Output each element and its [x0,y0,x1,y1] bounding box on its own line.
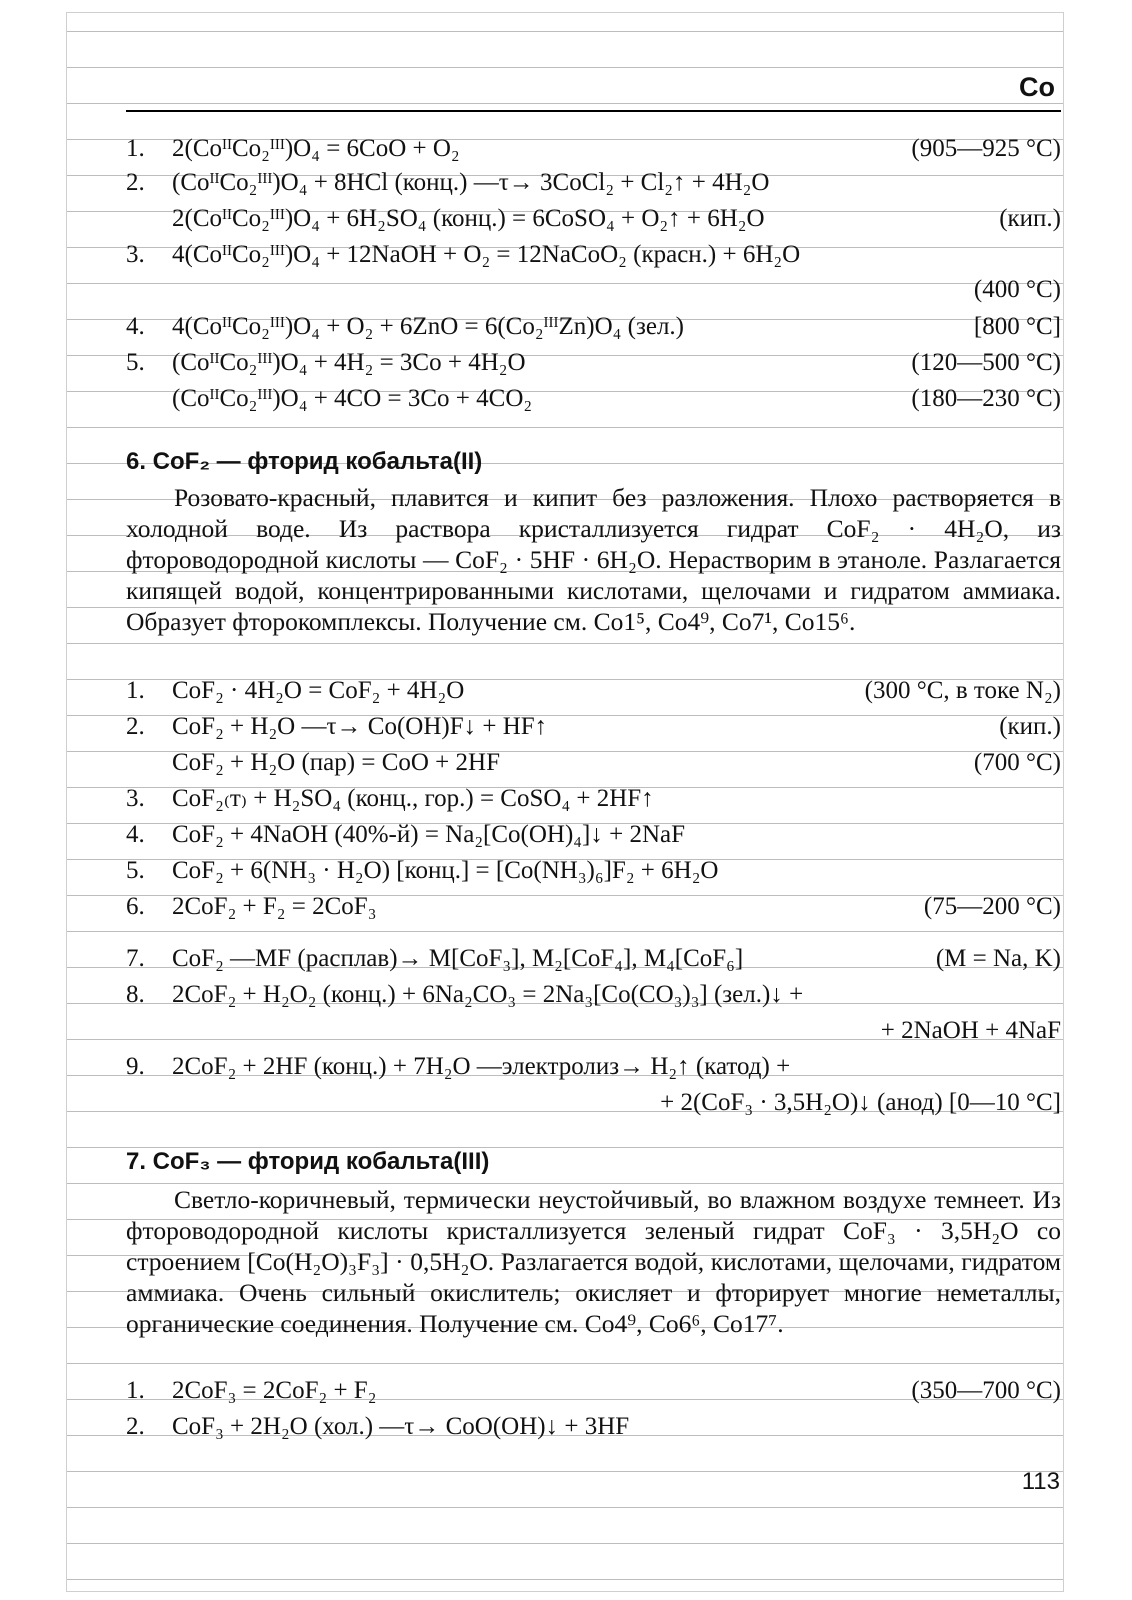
reaction-equation: CoF₂ + 4NaOH (40%-й) = Na₂[Co(OH)₄]↓ + 2NaF [172,821,686,848]
reaction-equation: CoF₂ + H₂O —τ→ Co(OH)F↓ + HF↑ [172,713,548,740]
reaction-row [126,890,1061,924]
reaction-number: 5. [126,349,145,376]
section-title: 6. CoF₂ — фторид кобальта(II) [126,448,483,475]
reaction-number: 5. [126,857,145,884]
reaction-equation: 2(CoᴵᴵCo₂ᴵᴵᴵ)O₄ + 6H₂SO₄ (конц.) = 6CoSO₄ + O₂↑ + 6H₂O [172,205,765,232]
reaction-equation: 2CoF₂ + F₂ = 2CoF₃ [172,893,377,920]
reaction-condition: (350—700 °C) [911,1377,1061,1404]
reaction-equation: (CoᴵᴵCo₂ᴵᴵᴵ)O₄ + 4CO = 3Co + 4CO₂ [172,385,533,412]
reaction-row [126,942,1061,976]
reaction-number: 6. [126,893,145,920]
reaction-row [126,346,1061,380]
reaction-equation: (CoᴵᴵCo₂ᴵᴵᴵ)O₄ + 8HCl (конц.) —τ→ 3CoCl₂ + Cl₂↑ + 4H₂O [172,169,770,196]
reaction-number: 3. [126,785,145,812]
reaction-number: 2. [126,713,145,740]
reaction-number: 3. [126,241,145,268]
reaction-equation: 4(CoᴵᴵCo₂ᴵᴵᴵ)O₄ + O₂ + 6ZnO = 6(Co₂ᴵᴵᴵZn)O₄ (зел.) [172,313,684,340]
reaction-row [126,746,1061,780]
section-description: Розовато-красный, плавится и кипит без разложения. Плохо растворяется в холодной воде. Из раствора кристаллизуется гидрат CoF₂ · 4H₂O, из фтороводородной кислоты — CoF₂ · 5HF · 6H₂O. Нерастворим в этаноле. Разлагается кипящей водой, концентрированными кислотами, щелочами и гидратом аммиака. Образует фторокомплексы. Получение см. Co1⁵, Co4⁹, Co7¹, Co15⁶. [126,483,1061,636]
reaction-number: 9. [126,1053,145,1080]
reaction-condition: + 2NaOH + 4NaF [880,1017,1061,1044]
reaction-condition: (кип.) [999,205,1061,232]
reaction-row [126,854,1061,888]
reaction-condition: (120—500 °C) [911,349,1061,376]
reaction-row [126,1014,1061,1048]
reaction-number: 1. [126,1377,145,1404]
reaction-number: 8. [126,981,145,1008]
reaction-equation: CoF₂₍т₎ + H₂SO₄ (конц., гор.) = CoSO₄ + 2HF↑ [172,785,654,812]
reaction-row [126,978,1061,1012]
reaction-equation: CoF₂ + H₂O (пар) = CoO + 2HF [172,749,500,776]
reaction-row [126,818,1061,852]
reaction-condition: (кип.) [999,713,1061,740]
reaction-row [126,166,1061,200]
reaction-condition: (M = Na, K) [935,945,1061,972]
reaction-row [126,382,1061,416]
reaction-condition: (300 °C, в токе N₂) [864,677,1061,704]
reaction-row [126,1410,1061,1444]
reaction-equation: (CoᴵᴵCo₂ᴵᴵᴵ)O₄ + 4H₂ = 3Co + 4H₂O [172,349,526,376]
reaction-row [126,710,1061,744]
page-content [66,0,1066,1600]
reaction-row [126,132,1061,166]
reaction-condition: [800 °C] [973,313,1061,340]
section-description: Светло-коричневый, термически неустойчивый, во влажном воздухе темнеет. Из фтороводородной кислоты кристаллизуется зеленый гидрат CoF₃ · 3,5H₂O со строением [Co(H₂O)₃F₃] · 0,5H₂O. Разлагается водой, кислотами, щелочами, гидратом аммиака. Очень сильный окислитель; окисляет и фторирует многие неметаллы, органические соединения. Получение см. Co4⁹, Co6⁶, Co17⁷. [126,1185,1061,1338]
reaction-number: 4. [126,313,145,340]
reaction-condition: (180—230 °C) [911,385,1061,412]
reaction-condition: (400 °C) [973,276,1061,303]
reaction-equation: 2CoF₂ + H₂O₂ (конц.) + 6Na₂CO₃ = 2Na₃[Co(CO₃)₃] (зел.)↓ + [172,981,804,1008]
reaction-condition: (75—200 °C) [923,893,1061,920]
reaction-row [126,202,1061,236]
reaction-equation: CoF₃ + 2H₂O (хол.) —τ→ CoO(OH)↓ + 3HF [172,1413,630,1440]
reaction-row [126,1050,1061,1084]
reaction-equation: CoF₂ · 4H₂O = CoF₂ + 4H₂O [172,677,465,704]
reaction-equation: 2CoF₂ + 2HF (конц.) + 7H₂O —электролиз→ H₂↑ (катод) + [172,1053,791,1080]
reaction-condition: + 2(CoF₃ · 3,5H₂O)↓ (анод) [0—10 °C] [660,1089,1061,1116]
reaction-row [126,238,1061,272]
reaction-equation: 4(CoᴵᴵCo₂ᴵᴵᴵ)O₄ + 12NaOH + O₂ = 12NaCoO₂ (красн.) + 6H₂O [172,241,801,268]
element-symbol: Co [1019,72,1055,102]
reaction-number: 4. [126,821,145,848]
reaction-row [126,1374,1061,1408]
reaction-equation: CoF₂ —MF (расплав)→ M[CoF₃], M₂[CoF₄], M₄[CoF₆] [172,945,744,972]
reaction-row [126,674,1061,708]
running-header [126,70,1061,112]
reaction-number: 2. [126,169,145,196]
reaction-row [126,1086,1061,1120]
page-number: 113 [1021,1468,1060,1495]
reaction-equation: 2CoF₃ = 2CoF₂ + F₂ [172,1377,377,1404]
reaction-number: 7. [126,945,145,972]
reaction-row [126,273,1061,307]
reaction-condition: (905—925 °C) [911,135,1061,162]
reaction-equation: 2(CoᴵᴵCo₂ᴵᴵᴵ)O₄ = 6CoO + O₂ [172,135,460,162]
section-title: 7. CoF₃ — фторид кобальта(III) [126,1148,490,1175]
reaction-equation: CoF₂ + 6(NH₃ · H₂O) [конц.] = [Co(NH₃)₆]F₂ + 6H₂O [172,857,719,884]
reaction-number: 1. [126,677,145,704]
reaction-number: 2. [126,1413,145,1440]
reaction-condition: (700 °C) [973,749,1061,776]
reaction-row [126,310,1061,344]
reaction-row [126,782,1061,816]
reaction-number: 1. [126,135,145,162]
